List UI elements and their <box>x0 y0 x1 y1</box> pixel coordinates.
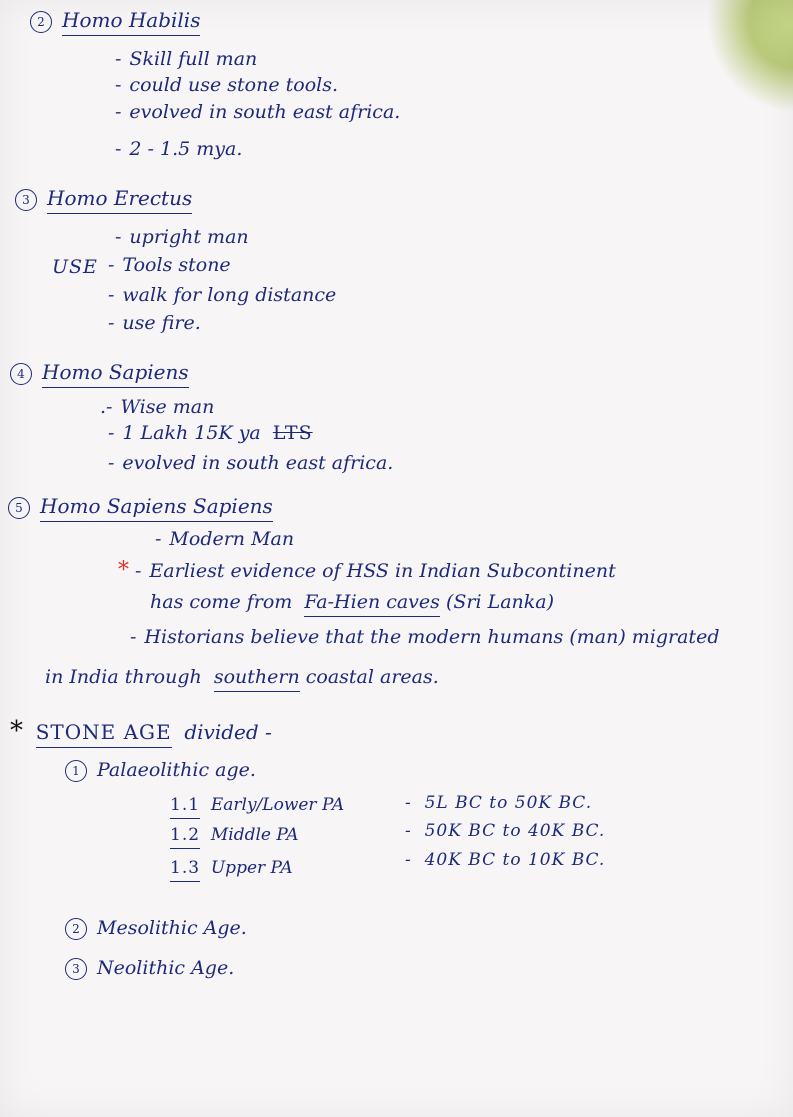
age-item: 3 Neolithic Age. <box>65 958 234 980</box>
section-heading <box>10 362 189 385</box>
period-range: - 5L BC to 50K BC. <box>405 793 593 813</box>
period-row: 1.1 Early/Lower PA <box>170 795 344 815</box>
stone-age-title: STONE AGE <box>36 720 172 748</box>
period-row: 1.3 Upper PA <box>170 858 293 878</box>
section-number: 3 <box>15 189 37 211</box>
list-item: * - Earliest evidence of HSS in Indian Subcontinent <box>118 558 616 583</box>
section-heading <box>30 10 200 33</box>
list-item: - 2 - 1.5 mya. <box>115 138 243 160</box>
section-title: Homo Erectus <box>47 186 192 214</box>
list-item: - evolved in south east africa. <box>108 452 394 474</box>
stone-age-suffix: divided - <box>184 720 272 744</box>
period-row: 1.2 Middle PA <box>170 825 299 845</box>
list-item: - Modern Man <box>155 528 295 550</box>
section-title: Homo Habilis <box>62 8 200 36</box>
highlight-cave: Fa-Hien caves <box>304 591 440 617</box>
list-item: - upright man <box>115 226 249 248</box>
section-heading <box>15 188 192 211</box>
highlight-southern: southern <box>214 666 300 692</box>
cave-location: (Sri Lanka) <box>445 591 555 613</box>
section-title: Homo Sapiens Sapiens <box>40 494 273 522</box>
list-item: - use fire. <box>108 312 201 334</box>
side-label: USE <box>52 256 98 278</box>
list-item: - evolved in south east africa. <box>115 101 401 123</box>
list-item: - walk for long distance <box>108 284 337 306</box>
age-item: 1 Palaeolithic age. <box>65 760 256 782</box>
list-item-continuation: in India through southern coastal areas. <box>45 668 439 687</box>
list-item: - 1 Lakh 15K ya LTS <box>108 422 313 444</box>
stone-age-heading <box>10 718 272 744</box>
list-item-continuation: has come from Fa-Hien caves (Sri Lanka) <box>150 593 554 612</box>
list-item: - Tools stone <box>108 254 231 276</box>
section-number: 5 <box>8 497 30 519</box>
list-item: - could use stone tools. <box>115 74 339 96</box>
period-range: - 50K BC to 40K BC. <box>405 821 606 841</box>
list-item: .- Wise man <box>100 396 215 418</box>
list-item: - Skill full man <box>115 48 258 70</box>
star-icon: * <box>118 558 129 583</box>
struck-text: LTS <box>272 422 313 444</box>
section-number: 4 <box>10 363 32 385</box>
section-title: Homo Sapiens <box>42 360 189 388</box>
asterisk-icon: * <box>10 716 23 746</box>
list-item: - Historians believe that the modern humans (man) migrated <box>130 626 720 648</box>
age-item: 2 Mesolithic Age. <box>65 918 247 940</box>
period-range: - 40K BC to 10K BC. <box>405 850 606 870</box>
section-heading <box>8 496 273 519</box>
section-number: 2 <box>30 11 52 33</box>
